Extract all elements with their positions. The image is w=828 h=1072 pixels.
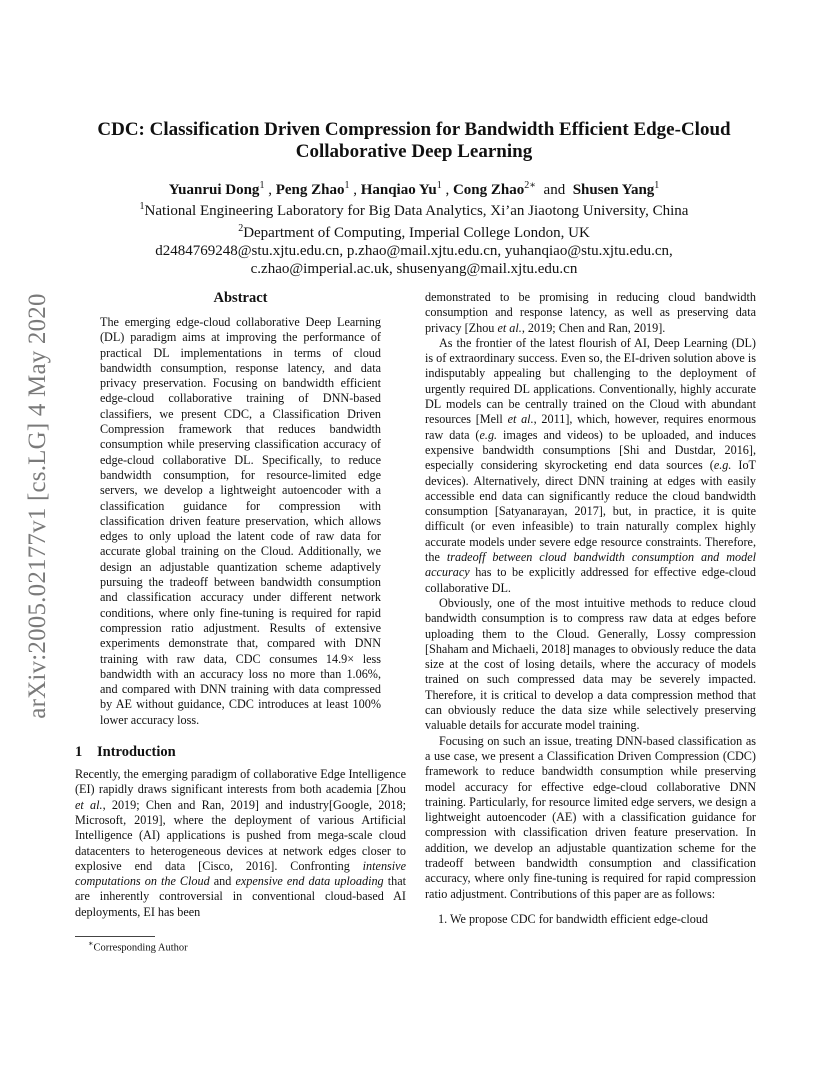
- text-run: , 2019; Chen and Ran, 2019].: [521, 320, 666, 335]
- intro-paragraph-2: [425, 336, 756, 596]
- text-run: demonstrated to be promising in reducing cloud bandwidth consumption and response latency, as well as preserving data privacy [Zhou: [425, 290, 756, 335]
- section-number: 1: [75, 744, 83, 761]
- arxiv-identifier: [18, 286, 58, 726]
- author-list: Yuanrui Dong$^1$ , Peng Zhao$^1$ , Hanqiao Yu$^1$ , Cong Zhao$^{2∗}$ and Shusen Yang$^1$: [168, 180, 660, 198]
- intro-paragraph-3: [425, 596, 756, 734]
- text-run: , 2011], which, however, requires enormous raw data (: [425, 412, 756, 442]
- intro-paragraph-1: [75, 767, 406, 920]
- text-run: e.g.: [479, 427, 498, 442]
- text-run: has to be explicitly addressed for effective edge-cloud collaborative DL.: [425, 565, 756, 595]
- text-run: that are inherently controversial in conventional cloud-based AI deployments, EI has been: [75, 874, 406, 919]
- arxiv-identifier-text: arXiv:2005.02177v1 [cs.LG] 4 May 2020: [24, 293, 51, 719]
- affiliation-line: [60, 220, 768, 242]
- affiliation-line: [60, 198, 768, 220]
- and-word: and: [543, 182, 566, 198]
- text-run: images and videos) to be uploaded, and induces expensive bandwidth consumptions [Shi and Dustdar, 2016], especially considering skyrocketing end data sources (: [425, 427, 756, 473]
- author-sup: 2∗: [524, 180, 537, 191]
- section-title: Introduction: [97, 744, 176, 761]
- text-run: Obviously, one of the most intuitive methods to reduce cloud bandwidth consumption is to compress raw data at edges before uploading them to the Cloud. Generally, Lossy compression [Shaham and Michaeli, 2018] manages to obviously reduce the data size at the cost of losing details, where the accuracy of models trained on such compressed data may be severely impacted. Therefore, it is critical to develop a data compression method that can obviously reduce the data size while selectively preserving valuable details for accurate model training.: [425, 595, 756, 733]
- text-run: As the frontier of the latest flourish of AI, Deep Learning (DL) is of extraordinary success. Even so, the EI-driven solution above is indisputably appealing but challenging to the deployment of urgently required DL applications. Conventionally, highly accurate DL models can be centrally trained on the Cloud with abundant resources [Mell: [425, 335, 757, 427]
- text-run: e.g.: [713, 458, 732, 473]
- author-name: Cong Zhao: [452, 182, 525, 198]
- intro-paragraph-1-continued: [425, 290, 756, 336]
- author-name: Yuanrui Dong: [168, 182, 260, 198]
- contribution-list-item: 1. We propose CDC for bandwidth efficient edge-cloud: [438, 911, 709, 926]
- abstract-heading: Abstract: [213, 290, 268, 306]
- author-name: Hanqiao Yu: [360, 182, 437, 198]
- abstract-text: The emerging edge-cloud collaborative Deep Learning (DL) paradigm aims at improving the performance of practical DL implementations in terms of cloud bandwidth consumption, response latency, and data privacy preservation. Focusing on bandwidth efficient edge-cloud collaborative training of DNN-based classifiers, we present CDC, a Classification Driven Compression framework that reduces bandwidth consumption while preserving classification accuracy of edge-cloud collaborative DL. Specifically, to reduce bandwidth consumption, for resource-limited edge servers, we develop a lightweight autoencoder with a classification guidance for compression with classification driven feature preservation, which allows edges to only upload the latent code of raw data for accurate global training on the Cloud. Additionally, we design an adjustable quantization scheme adaptively pursuing the tradeoff between bandwidth consumption and classification accuracy under different network conditions, where only fine-tuning is required for rapid compression ratio adjustment. Results of extensive experiments demonstrate that, compared with DNN training with raw data, CDC consumes 14.9× less bandwidth with an accuracy loss no more than 1.06%, and compared with DNN training with data compressed by AE without guidance, CDC introduces at least 100% lower accuracy loss.: [100, 315, 381, 727]
- text-run: IoT devices). Alternatively, direct DNN training at edges with easily accessible end data can significantly reduce the cloud bandwidth consumption [Satyanarayan, 2017], but, in practice, it is quite difficult (or even infeasible) to train naturally complex highly accurate models under severe edge resource constraints. Therefore, the: [425, 458, 756, 565]
- author-sup: 1: [259, 180, 265, 191]
- footnote-text: Corresponding Author: [93, 942, 188, 954]
- footnote-sup: ∗: [88, 939, 94, 948]
- text-run: expensive end data uploading: [235, 874, 384, 889]
- author-sup: 1: [654, 180, 660, 191]
- text-run: et al.: [497, 320, 522, 335]
- affil-text: Department of Computing, Imperial College London, UK: [243, 225, 590, 241]
- text-run: et al.: [507, 412, 534, 427]
- paper-title: CDC: Classification Driven Compression for Bandwidth Efficient Edge-Cloud Collaborative Deep Learning: [97, 119, 731, 162]
- text-run: tradeoff between cloud bandwidth consumption and model accuracy: [425, 550, 757, 580]
- section-heading: [75, 744, 406, 761]
- email-line: c.zhao@imperial.ac.uk, shusenyang@mail.xjtu.edu.cn: [250, 261, 578, 277]
- text-run: Recently, the emerging paradigm of collaborative Edge Intelligence (EI) rapidly draws significant interests from both academia [Zhou: [75, 767, 406, 797]
- text-run: et al.: [75, 797, 103, 812]
- email-line: d2484769248@stu.xjtu.edu.cn, p.zhao@mail.xjtu.edu.cn, yuhanqiao@stu.xjtu.edu.cn,: [155, 243, 673, 259]
- text-run: and: [209, 874, 236, 889]
- text-run: intensive computations on the Cloud: [75, 858, 406, 889]
- affil-sup: 1: [139, 201, 145, 212]
- author-sup: 1: [344, 180, 350, 191]
- affil-sup: 2: [238, 223, 244, 234]
- text-run: Focusing on such an issue, treating DNN-based classification as a use case, we present a Classification Driven Compression (CDC) framework to reduce bandwidth consumption while preserving model accuracy for effective edge-cloud collaborative DNN training. Particularly, for resource limited edge servers, we design a lightweight autoencoder (AE) with a classification guidance for compression with classification driven feature preservation. In addition, we develop an adjustable quantization scheme for the tradeoff between bandwidth consumption and classification accuracy, where only fine-tuning is required for rapid compression ratio adjustment. Contributions of this paper are as follows:: [425, 733, 756, 901]
- affil-text: National Engineering Laboratory for Big Data Analytics, Xi’an Jiaotong University, China: [144, 203, 689, 219]
- right-column: [425, 290, 756, 927]
- author-name: Peng Zhao: [275, 182, 345, 198]
- footnote-rule: [75, 936, 155, 937]
- left-column: [75, 290, 406, 920]
- text-run: , 2019; Chen and Ran, 2019] and industry[Google, 2018; Microsoft, 2019], where the deployment of various Artificial Intelligence (AI) applications is pushed from mega-scale cloud datacenters to heterogeneous devices at network edges closer to explosive end data [Cisco, 2016]. Confronting: [75, 797, 406, 873]
- author-name: Shusen Yang: [572, 182, 655, 198]
- author-sup: 1: [436, 180, 442, 191]
- footnote: [88, 939, 188, 954]
- intro-paragraph-4: [425, 734, 756, 902]
- affiliations: [60, 198, 768, 278]
